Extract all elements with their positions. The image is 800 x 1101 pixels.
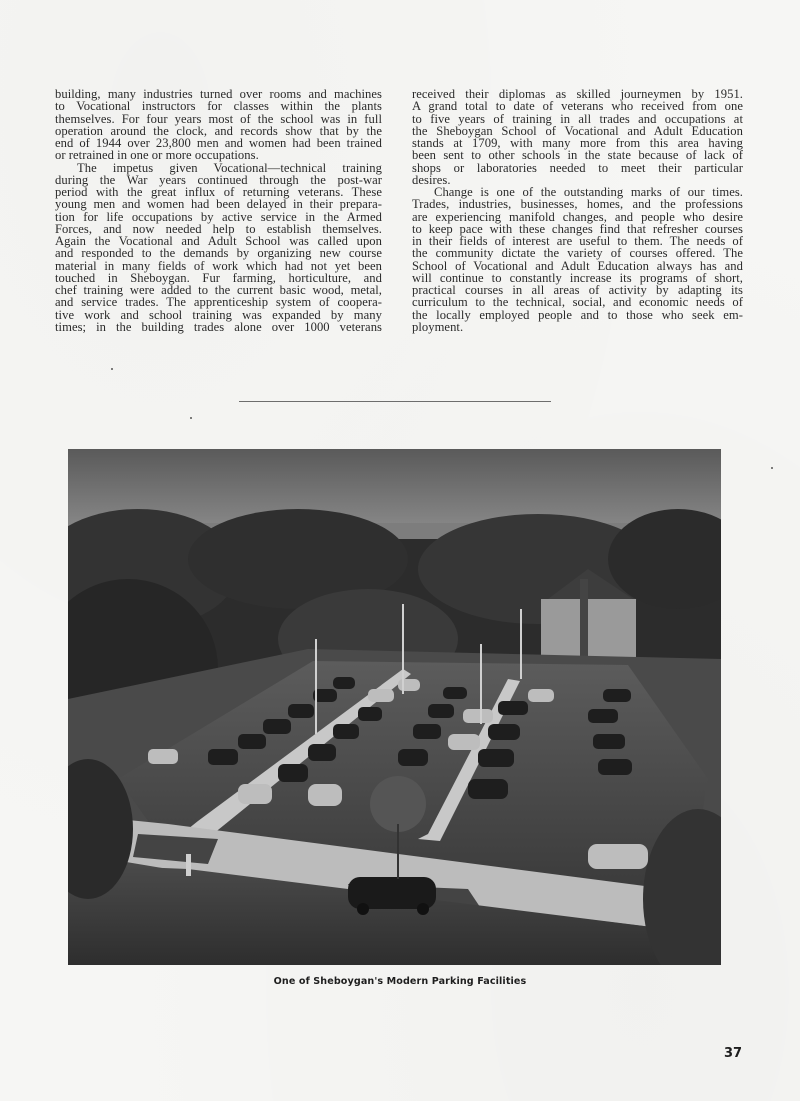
print-speck xyxy=(190,417,192,419)
text-line: shops or laboratories needed to meet their particular xyxy=(412,160,743,175)
text-line: practical courses in all areas of activity by adapting its xyxy=(412,283,743,297)
text-line: times; in the building trades alone over 1000 veterans xyxy=(55,319,382,334)
text-line: end of 1944 over 23,800 men and women had been trained xyxy=(55,136,382,150)
text-line: Forces, and now needed help to establish themselves. xyxy=(55,221,382,236)
text-line: The impetus given Vocational—technical training xyxy=(77,160,382,175)
text-line: and responded to the demands by organizing new course xyxy=(55,246,382,261)
text-line: during the War years continued through the post-war xyxy=(55,172,382,187)
text-line: Trades, industries, businesses, homes, and the professions xyxy=(412,197,743,212)
text-line: young men and women had been delayed in their prepara- xyxy=(55,197,382,212)
photo-illustration xyxy=(68,449,721,965)
text-line: been sent to other schools in the state because of lack of xyxy=(412,148,743,163)
text-line: ployment. xyxy=(412,319,464,334)
text-line: chef training were added to the current basic wood, metal, xyxy=(55,283,382,297)
text-line: period with the great influx of returning veterans. These xyxy=(55,185,382,199)
text-line: stands at 1709, with many more from this area having xyxy=(412,136,743,150)
page-number: 37 xyxy=(724,1046,743,1061)
text-line: tion for life occupations by active service in the Armed xyxy=(55,209,382,224)
text-line: the Sheboygan School of Vocational and Adult Education xyxy=(412,123,743,138)
text-line: building, many industries turned over rooms and machines xyxy=(55,87,382,101)
text-column-left xyxy=(55,88,382,333)
text-line: the community dictate the variety of courses offered. The xyxy=(412,246,743,261)
text-line: material in many fields of work which had not yet been xyxy=(55,258,382,273)
text-line: touched in Sheboygan. Fur farming, horticulture, and xyxy=(55,270,382,285)
text-line: A grand total to date of veterans who received from one xyxy=(412,99,743,114)
text-line: and service trades. The apprenticeship system of coopera- xyxy=(55,295,382,310)
text-line: to keep pace with these changes find that refresher courses xyxy=(412,221,743,236)
text-line: in their fields of interest are useful to them. The needs of xyxy=(412,234,743,248)
text-line: Again the Vocational and Adult School was called upon xyxy=(55,234,382,248)
text-line: received their diplomas as skilled journeymen by 1951. xyxy=(412,87,743,101)
print-speck xyxy=(771,467,773,469)
parking-lot-photo xyxy=(68,449,721,965)
text-column-right xyxy=(412,88,743,333)
text-line: curriculum to the technical, social, and economic needs of xyxy=(412,295,743,310)
text-line: operation around the clock, and records show that by the xyxy=(55,123,382,138)
text-line: the locally employed people and to those who seek em- xyxy=(412,307,743,322)
text-line: themselves. For four years most of the school was in full xyxy=(55,111,382,126)
photo-caption: One of Sheboygan's Modern Parking Facilities xyxy=(273,976,527,987)
text-line: Change is one of the outstanding marks of our times. xyxy=(434,185,743,199)
text-line: or retrained in one or more occupations. xyxy=(55,148,259,163)
text-line: will continue to constantly increase its programs of short, xyxy=(412,270,743,285)
text-line: to five years of training in all trades and occupations at xyxy=(412,111,743,126)
text-line: tive work and school training was expanded by many xyxy=(55,307,382,322)
print-speck xyxy=(111,368,113,370)
text-line: School of Vocational and Adult Education always has and xyxy=(412,258,743,273)
text-line: desires. xyxy=(412,172,451,187)
text-line: to Vocational instructors for classes within the plants xyxy=(55,99,382,114)
section-divider xyxy=(239,401,551,402)
text-line: are experiencing manifold changes, and people who desire xyxy=(412,209,743,224)
